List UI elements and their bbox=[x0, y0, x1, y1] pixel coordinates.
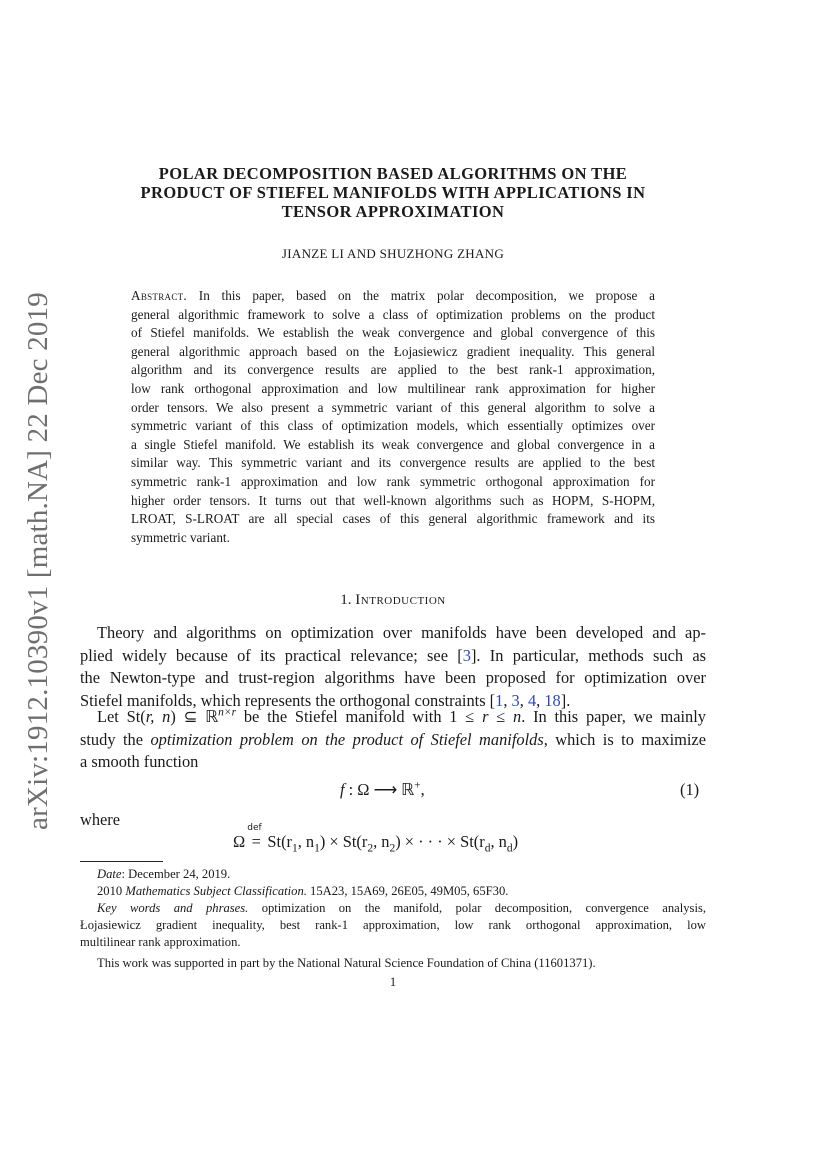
where-label: where bbox=[80, 810, 121, 829]
abstract-line: LROAT, S-LROAT are all special cases of this general algorithmic framework and its bbox=[131, 511, 655, 527]
paragraph-line: the Newton-type and trust-region algorithms have been proposed for optimization over bbox=[80, 668, 706, 688]
equation-number: (1) bbox=[680, 780, 700, 799]
arxiv-identifier: arXiv:1912.10390v1 [math.NA] 22 Dec 2019 bbox=[22, 292, 54, 830]
intro-paragraph-1 bbox=[80, 622, 706, 712]
abstract-line: low rank orthogonal approximation and low multilinear rank approximation for higher bbox=[131, 380, 655, 396]
abstract-line: of Stiefel manifolds. We establish the weak convergence and global convergence of this bbox=[131, 325, 655, 341]
abstract-line: general algorithmic framework to solve a class of optimization problems on the product bbox=[131, 306, 655, 322]
equation-1: f : Ω ⟶ ℝ+, bbox=[340, 779, 425, 799]
citation-link[interactable]: 1 bbox=[495, 690, 504, 710]
abstract-line: symmetric variant of this class of optimization models, which essentially optimizes over bbox=[131, 418, 655, 434]
paragraph-line: plied widely because of its practical relevance; see [3]. In particular, methods such as bbox=[80, 645, 706, 665]
abstract-line: a single Stiefel manifold. We establish its weak convergence and global convergence in a bbox=[131, 436, 655, 452]
page-number: 1 bbox=[389, 975, 397, 989]
paragraph-line: a smooth function bbox=[80, 752, 199, 772]
abstract-line: Abstract. In this paper, based on the matrix polar decomposition, we propose a bbox=[131, 288, 655, 303]
section-heading bbox=[80, 592, 706, 609]
abstract-line: order tensors. We also present a symmetric variant of this general algorithm to solve a bbox=[131, 399, 655, 415]
paragraph-line: study the optimization problem on the product of Stiefel manifolds, which is to maximize bbox=[80, 729, 706, 749]
abstract-line: similar way. This symmetric variant and its convergence results are applied to the best bbox=[131, 455, 655, 471]
section-title: Introduction bbox=[355, 592, 446, 608]
citation-link[interactable]: 3 bbox=[511, 690, 520, 710]
footnotes bbox=[80, 866, 706, 972]
authors: JIANZE LI AND SHUZHONG ZHANG bbox=[281, 246, 505, 261]
abstract-heading: Abstract. bbox=[131, 288, 188, 303]
citation-link[interactable]: 18 bbox=[544, 690, 561, 710]
title-line: PRODUCT OF STIEFEL MANIFOLDS WITH APPLICATIONS IN bbox=[140, 183, 646, 202]
abstract-line: higher order tensors. It turns out that well-known algorithms such as HOPM, S-HOPM, bbox=[131, 492, 655, 508]
footnote-support: This work was supported in part by the National Natural Science Foundation of China (11601371). bbox=[97, 956, 596, 970]
footnote-msc: 2010 Mathematics Subject Classification. 15A23, 15A69, 26E05, 49M05, 65F30. bbox=[97, 884, 509, 898]
abstract-line: algorithm and its convergence results are applied to the best rank-1 approximation, bbox=[131, 362, 655, 378]
footnote-date: Date: December 24, 2019. bbox=[97, 867, 231, 881]
paragraph-line: Let St(r, n) ⊆ ℝ$^{n\times r}$ be the Stiefel manifold with 1 ≤ r ≤ n. In this paper, we mainly bbox=[97, 706, 706, 726]
citation-link[interactable]: 4 bbox=[527, 690, 537, 710]
equation-2: Ω def = $St(r_1$, $n_1) \times St(r_2$, $n_2$) × · · · × $St(r_d$, $n_d$) bbox=[233, 823, 519, 855]
title-line: TENSOR APPROXIMATION bbox=[281, 202, 505, 221]
abstract bbox=[131, 287, 655, 547]
abstract-line: symmetric rank-1 approximation and low rank symmetric orthogonal approximation for bbox=[131, 473, 655, 489]
section-number: 1. bbox=[340, 592, 352, 608]
paper-title bbox=[80, 164, 706, 221]
abstract-line: symmetric variant. bbox=[131, 529, 230, 545]
abstract-line: general algorithmic approach based on the Łojasiewicz gradient inequality. This general bbox=[131, 343, 655, 359]
paragraph-line: Theory and algorithms on optimization over manifolds have been developed and ap- bbox=[97, 623, 706, 642]
footnote-keywords: Key words and phrases. optimization on the manifold, polar decomposition, convergence analysis, bbox=[97, 901, 706, 915]
title-line: POLAR DECOMPOSITION BASED ALGORITHMS ON THE bbox=[158, 164, 628, 183]
intro-paragraph-2 bbox=[80, 706, 706, 774]
paragraph-line: Stiefel manifolds, which represents the orthogonal constraints [1, 3, 4, 18]. bbox=[80, 690, 571, 710]
footnote-keywords-line: multilinear rank approximation. bbox=[80, 935, 241, 949]
footnote-rule bbox=[80, 861, 163, 862]
footnote-keywords-line: Łojasiewicz gradient inequality, best rank-1 approximation, low rank orthogonal approximation, low bbox=[80, 918, 706, 932]
citation-link[interactable]: 3 bbox=[462, 645, 471, 665]
